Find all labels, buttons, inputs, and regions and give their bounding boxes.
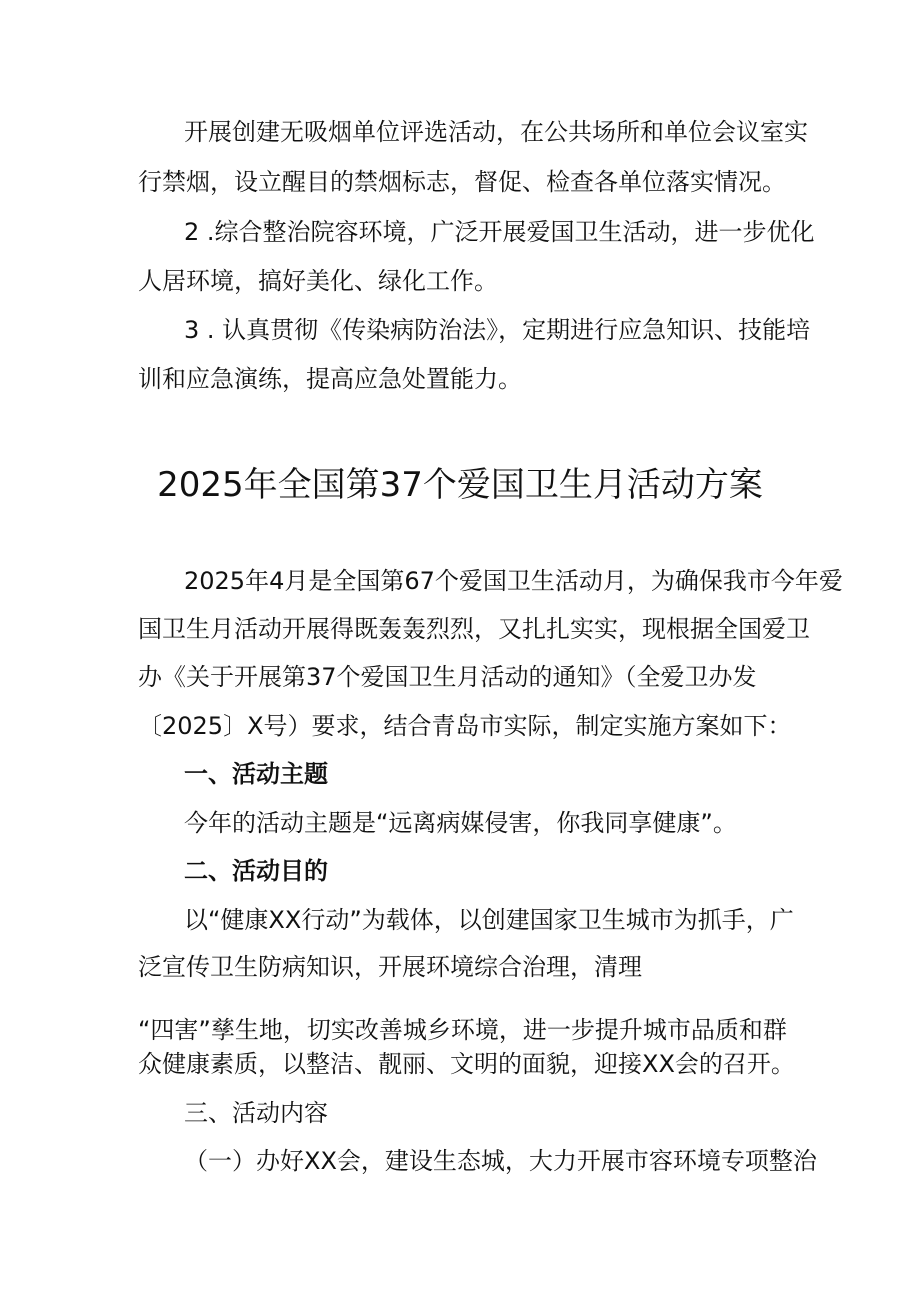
paragraph-line: 办《关于开展第37个爱国卫生月活动的通知》（全爱卫办发 — [138, 663, 757, 691]
paragraph-line: 2025年4月是全国第67个爱国卫生活动月，为确保我市今年爱 — [184, 567, 843, 595]
section-heading-theme: 一、活动主题 — [184, 760, 328, 788]
paragraph-line: 泛宣传卫生防病知识，开展环境综合治理，清理 — [138, 953, 642, 981]
paragraph-line: 今年的活动主题是“远离病媒侵害，你我同享健康”。 — [184, 809, 737, 837]
paragraph-line: 3 . 认真贯彻《传染病防治法》，定期进行应急知识、技能培 — [184, 316, 811, 344]
paragraph-line: 〔2025〕X号）要求，结合青岛市实际，制定实施方案如下： — [138, 712, 792, 740]
paragraph-line: 开展创建无吸烟单位评选活动，在公共场所和单位会议室实 — [184, 118, 808, 146]
paragraph-line: （一）办好XX会，建设生态城，大力开展市容环境专项整治 — [184, 1147, 817, 1175]
paragraph-line: 众健康素质，以整洁、靓丽、文明的面貌，迎接XX会的召开。 — [138, 1050, 795, 1078]
paragraph-line: 人居环境，搞好美化、绿化工作。 — [138, 267, 498, 295]
section-heading-purpose: 二、活动目的 — [184, 857, 328, 885]
paragraph-line: 2 .综合整治院容环境，广泛开展爱国卫生活动，进一步优化 — [184, 218, 815, 246]
document-title: 2025年全国第37个爱国卫生月活动方案 — [157, 465, 763, 505]
paragraph-line: 训和应急演练，提高应急处置能力。 — [138, 365, 522, 393]
paragraph-line: 行禁烟，设立醒目的禁烟标志，督促、检查各单位落实情况。 — [138, 168, 786, 196]
section-heading-content: 三、活动内容 — [184, 1099, 328, 1127]
paragraph-line: “四害”孳生地，切实改善城乡环境，进一步提升城市品质和群 — [138, 1016, 787, 1044]
paragraph-line: 以“健康XX行动”为载体，以创建国家卫生城市为抓手，广 — [184, 906, 794, 934]
paragraph-line: 国卫生月活动开展得既轰轰烈烈，又扎扎实实，现根据全国爱卫 — [138, 615, 810, 643]
